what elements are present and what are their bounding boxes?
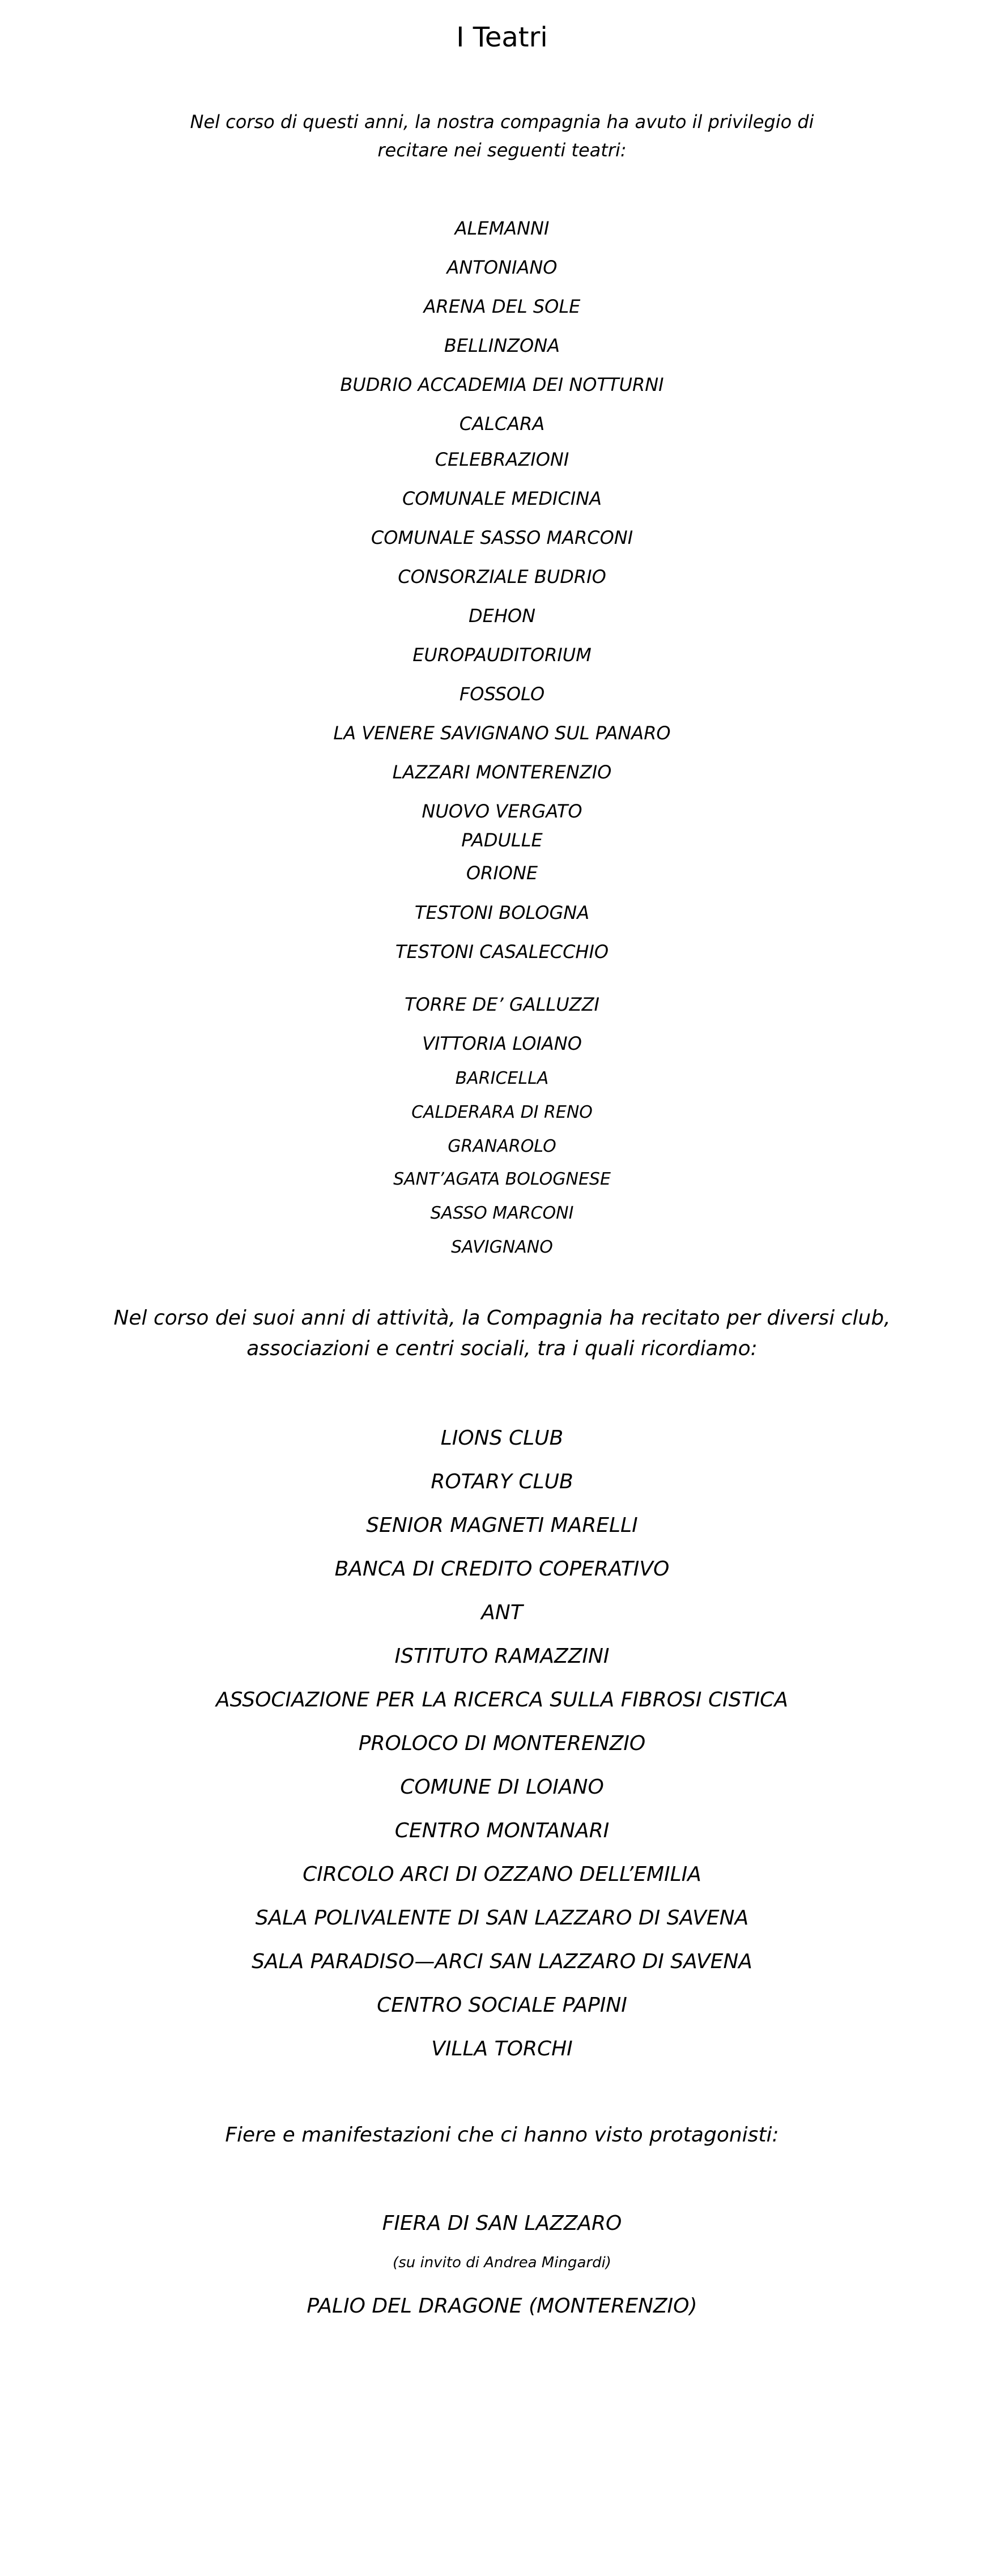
clubs-intro-line-2: associazioni e centri sociali, tra i quali ricordiamo: xyxy=(246,1337,758,1360)
theatre-item: BARICELLA xyxy=(455,1068,549,1088)
theatre-item: SAVIGNANO xyxy=(451,1237,553,1257)
club-item: SENIOR MAGNETI MARELLI xyxy=(366,1514,638,1537)
theatre-item: VITTORIA LOIANO xyxy=(422,1033,582,1054)
club-item: ISTITUTO RAMAZZINI xyxy=(394,1645,610,1668)
club-item: BANCA DI CREDITO COPERATIVO xyxy=(334,1557,670,1581)
fair-item: FIERA DI SAN LAZZARO xyxy=(382,2212,622,2235)
theatre-item: COMUNALE MEDICINA xyxy=(402,488,602,509)
theatres-intro-line-1: Nel corso di questi anni, la nostra compagnia ha avuto il privilegio di xyxy=(190,111,814,133)
theatre-item: PADULLE xyxy=(461,829,543,851)
theatre-item: ALEMANNI xyxy=(454,218,550,239)
theatre-item: SASSO MARCONI xyxy=(430,1203,574,1223)
club-item: ROTARY CLUB xyxy=(431,1470,573,1493)
theatre-item: CALCARA xyxy=(459,413,545,435)
theatre-item: GRANAROLO xyxy=(448,1136,556,1156)
theatre-item: CALDERARA DI RENO xyxy=(411,1102,593,1122)
club-item: PROLOCO DI MONTERENZIO xyxy=(358,1732,646,1755)
fair-item: PALIO DEL DRAGONE (MONTERENZIO) xyxy=(307,2294,697,2318)
theatre-item: COMUNALE SASSO MARCONI xyxy=(371,527,633,548)
club-item: ASSOCIAZIONE PER LA RICERCA SULLA FIBROSI CISTICA xyxy=(216,1688,788,1711)
club-item: CENTRO MONTANARI xyxy=(394,1819,610,1842)
theatre-item: ARENA DEL SOLE xyxy=(423,296,581,317)
club-item: SALA POLIVALENTE DI SAN LAZZARO DI SAVENA xyxy=(255,1906,749,1930)
fair-note: (su invito di Andrea Mingardi) xyxy=(393,2254,611,2271)
club-item: COMUNE DI LOIANO xyxy=(400,1775,604,1799)
fairs-intro: Fiere e manifestazioni che ci hanno visto protagonisti: xyxy=(225,2123,779,2147)
theatre-item: EUROPAUDITORIUM xyxy=(412,644,592,666)
theatre-item: LA VENERE SAVIGNANO SUL PANARO xyxy=(333,722,671,744)
theatre-item: TESTONI BOLOGNA xyxy=(414,902,590,923)
theatre-item: ORIONE xyxy=(466,862,538,884)
club-item: CENTRO SOCIALE PAPINI xyxy=(377,1994,627,2017)
theatre-item: TORRE DE’ GALLUZZI xyxy=(405,994,599,1015)
theatre-item: CELEBRAZIONI xyxy=(435,449,569,470)
club-item: ANT xyxy=(481,1601,523,1624)
theatre-item: FOSSOLO xyxy=(459,683,545,705)
theatre-item: BUDRIO ACCADEMIA DEI NOTTURNI xyxy=(340,374,664,395)
theatre-item: NUOVO VERGATO xyxy=(422,801,582,822)
theatre-item: BELLINZONA xyxy=(444,335,560,356)
theatre-item: CONSORZIALE BUDRIO xyxy=(398,566,606,587)
club-item: SALA PARADISO—ARCI SAN LAZZARO DI SAVENA xyxy=(252,1950,752,1973)
theatre-item: TESTONI CASALECCHIO xyxy=(395,941,609,963)
club-item: CIRCOLO ARCI DI OZZANO DELL’EMILIA xyxy=(303,1863,701,1886)
page-title: I Teatri xyxy=(456,22,548,53)
club-item: LIONS CLUB xyxy=(440,1427,564,1450)
theatre-item: SANT’AGATA BOLOGNESE xyxy=(393,1169,611,1189)
theatre-item: ANTONIANO xyxy=(446,257,558,278)
clubs-intro-line-1: Nel corso dei suoi anni di attività, la Compagnia ha recitato per diversi club, xyxy=(113,1306,891,1330)
theatres-intro-line-2: recitare nei seguenti teatri: xyxy=(377,139,627,161)
theatre-item: LAZZARI MONTERENZIO xyxy=(392,761,612,783)
club-item: VILLA TORCHI xyxy=(431,2037,573,2060)
theatre-item: DEHON xyxy=(468,605,536,627)
